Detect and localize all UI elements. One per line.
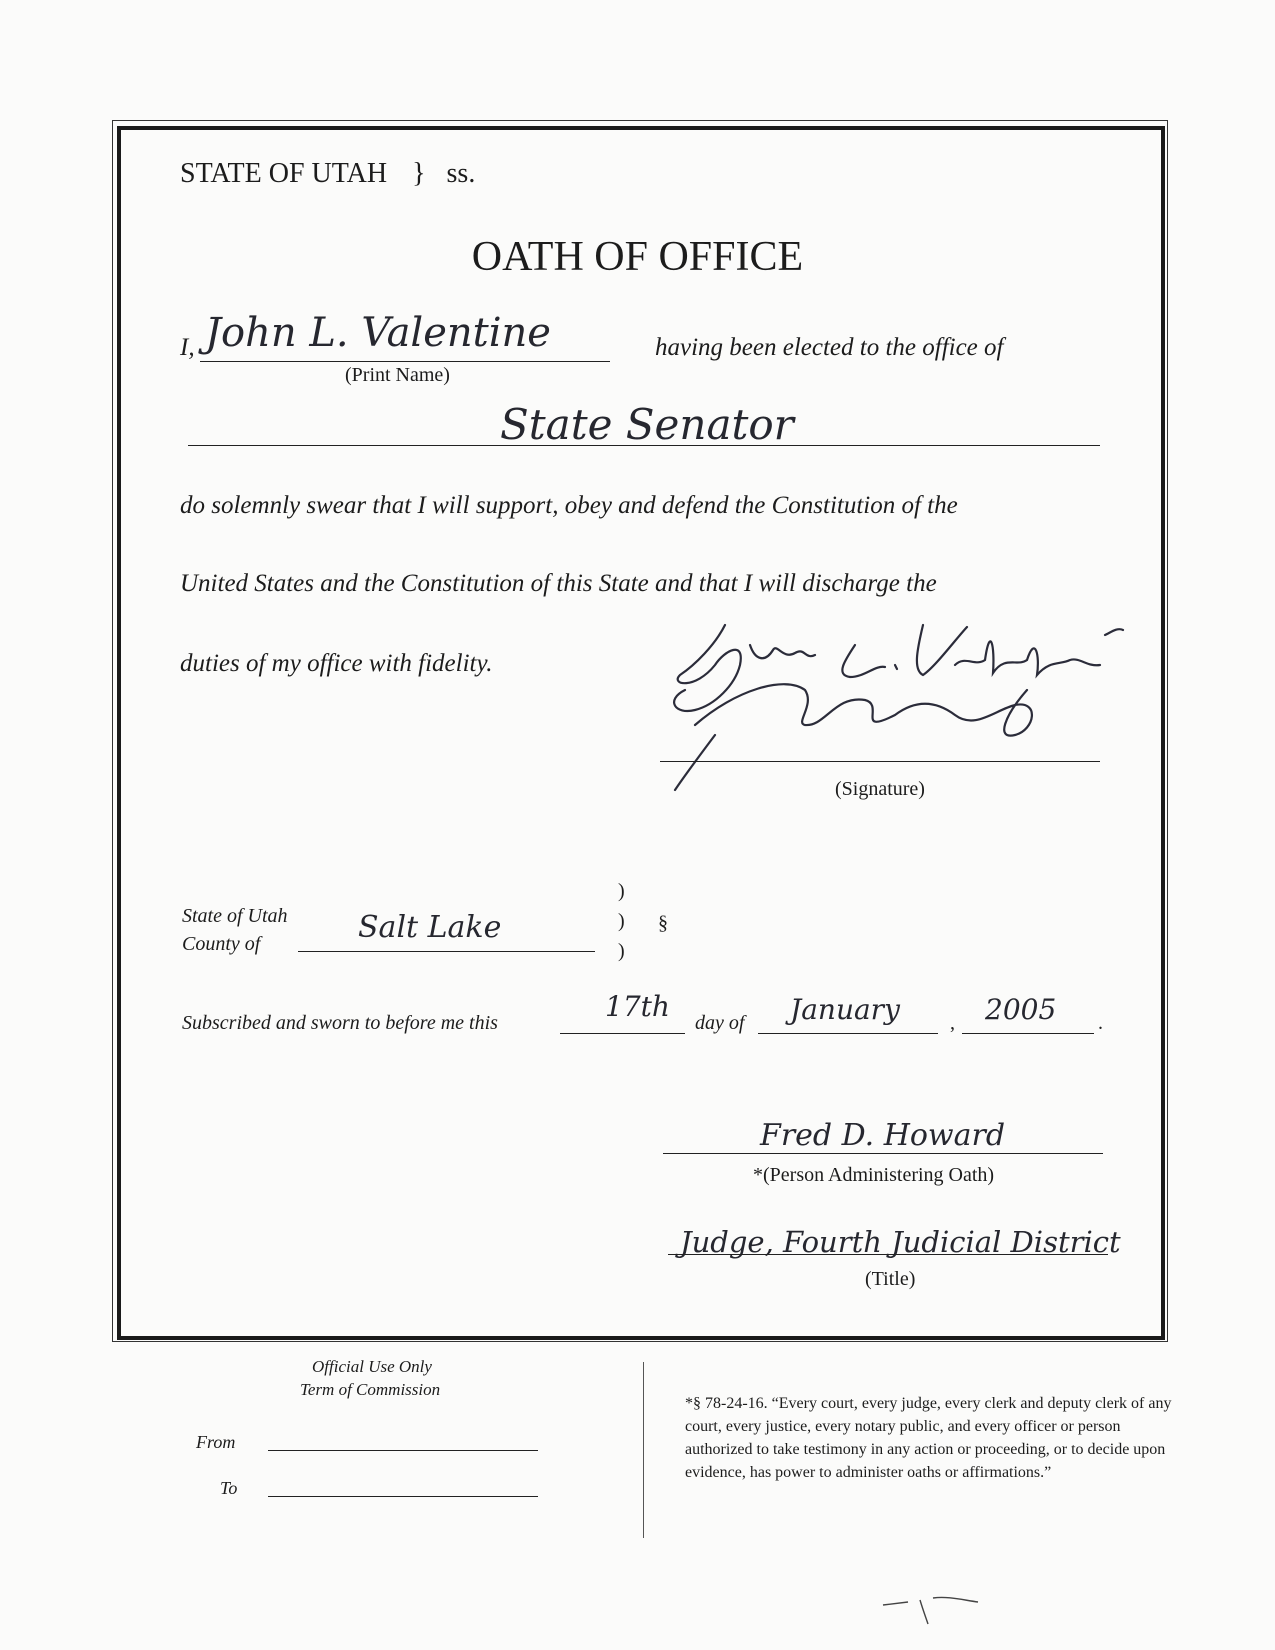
office-handwritten: State Senator bbox=[500, 400, 794, 449]
month-handwritten: January bbox=[790, 993, 900, 1026]
page-title: OATH OF OFFICE bbox=[471, 234, 804, 280]
venue-paren-3: ) bbox=[618, 940, 625, 962]
term-of-commission-heading: Term of Commission bbox=[300, 1380, 441, 1399]
statute-footnote: *§ 78-24-16. “Every court, every judge, every clerk and deputy clerk of any court, every justice, every notary public, and every officer or person authorized to take testimony in any action or proceeding, or to decide upon evidence, has power to administer oaths or affirmations.” bbox=[685, 1395, 1172, 1481]
title-line bbox=[668, 1254, 1108, 1255]
office-line bbox=[188, 445, 1100, 446]
pencil-mark bbox=[878, 1590, 988, 1635]
venue-ss: ss. bbox=[446, 158, 476, 189]
county-line bbox=[298, 951, 595, 952]
venue-paren-1: ) bbox=[618, 880, 625, 902]
jurat-state-label: State of Utah bbox=[182, 905, 288, 927]
oath-text-line-2: United States and the Constitution of this State and that I will discharge the bbox=[180, 570, 937, 597]
subscribed-text: Subscribed and sworn to before me this bbox=[182, 1012, 498, 1034]
year-handwritten: 2005 bbox=[985, 993, 1057, 1026]
venue-state: STATE OF UTAH bbox=[180, 158, 388, 189]
footer-divider bbox=[643, 1362, 644, 1538]
section-mark: § bbox=[658, 912, 668, 934]
day-of-text: day of bbox=[695, 1012, 745, 1034]
jurat-county-label: County of bbox=[182, 933, 261, 955]
year-line bbox=[962, 1033, 1094, 1034]
official-use-heading: Official Use Only bbox=[312, 1357, 432, 1376]
administrator-handwritten: Fred D. Howard bbox=[760, 1118, 1006, 1153]
administrator-caption: *(Person Administering Oath) bbox=[753, 1164, 995, 1186]
from-line bbox=[268, 1450, 538, 1451]
date-period: . bbox=[1098, 1012, 1103, 1034]
name-line bbox=[200, 361, 610, 362]
administrator-line bbox=[663, 1153, 1103, 1154]
signature-caption: (Signature) bbox=[835, 778, 925, 800]
print-name-caption: (Print Name) bbox=[345, 364, 450, 386]
title-handwritten: Judge, Fourth Judicial District bbox=[680, 1225, 1121, 1259]
date-comma: , bbox=[950, 1012, 955, 1034]
title-caption: (Title) bbox=[865, 1268, 916, 1290]
venue-header bbox=[180, 158, 475, 190]
venue-brace: } bbox=[412, 158, 426, 189]
month-line bbox=[758, 1033, 938, 1034]
to-label: To bbox=[220, 1478, 238, 1498]
from-label: From bbox=[196, 1432, 236, 1452]
venue-paren-2: ) bbox=[618, 910, 625, 932]
oath-text-line-1: do solemnly swear that I will support, obey and defend the Constitution of the bbox=[180, 492, 958, 519]
elected-text: having been elected to the office of bbox=[655, 334, 1004, 361]
to-line bbox=[268, 1496, 538, 1497]
day-line bbox=[560, 1033, 685, 1034]
signature-line bbox=[660, 761, 1100, 762]
day-handwritten: 17th bbox=[605, 990, 670, 1023]
oath-prefix: I, bbox=[180, 334, 195, 361]
county-handwritten: Salt Lake bbox=[358, 910, 502, 945]
oath-text-line-3: duties of my office with fidelity. bbox=[180, 650, 493, 677]
printed-name-handwritten: John L. Valentine bbox=[205, 310, 551, 356]
